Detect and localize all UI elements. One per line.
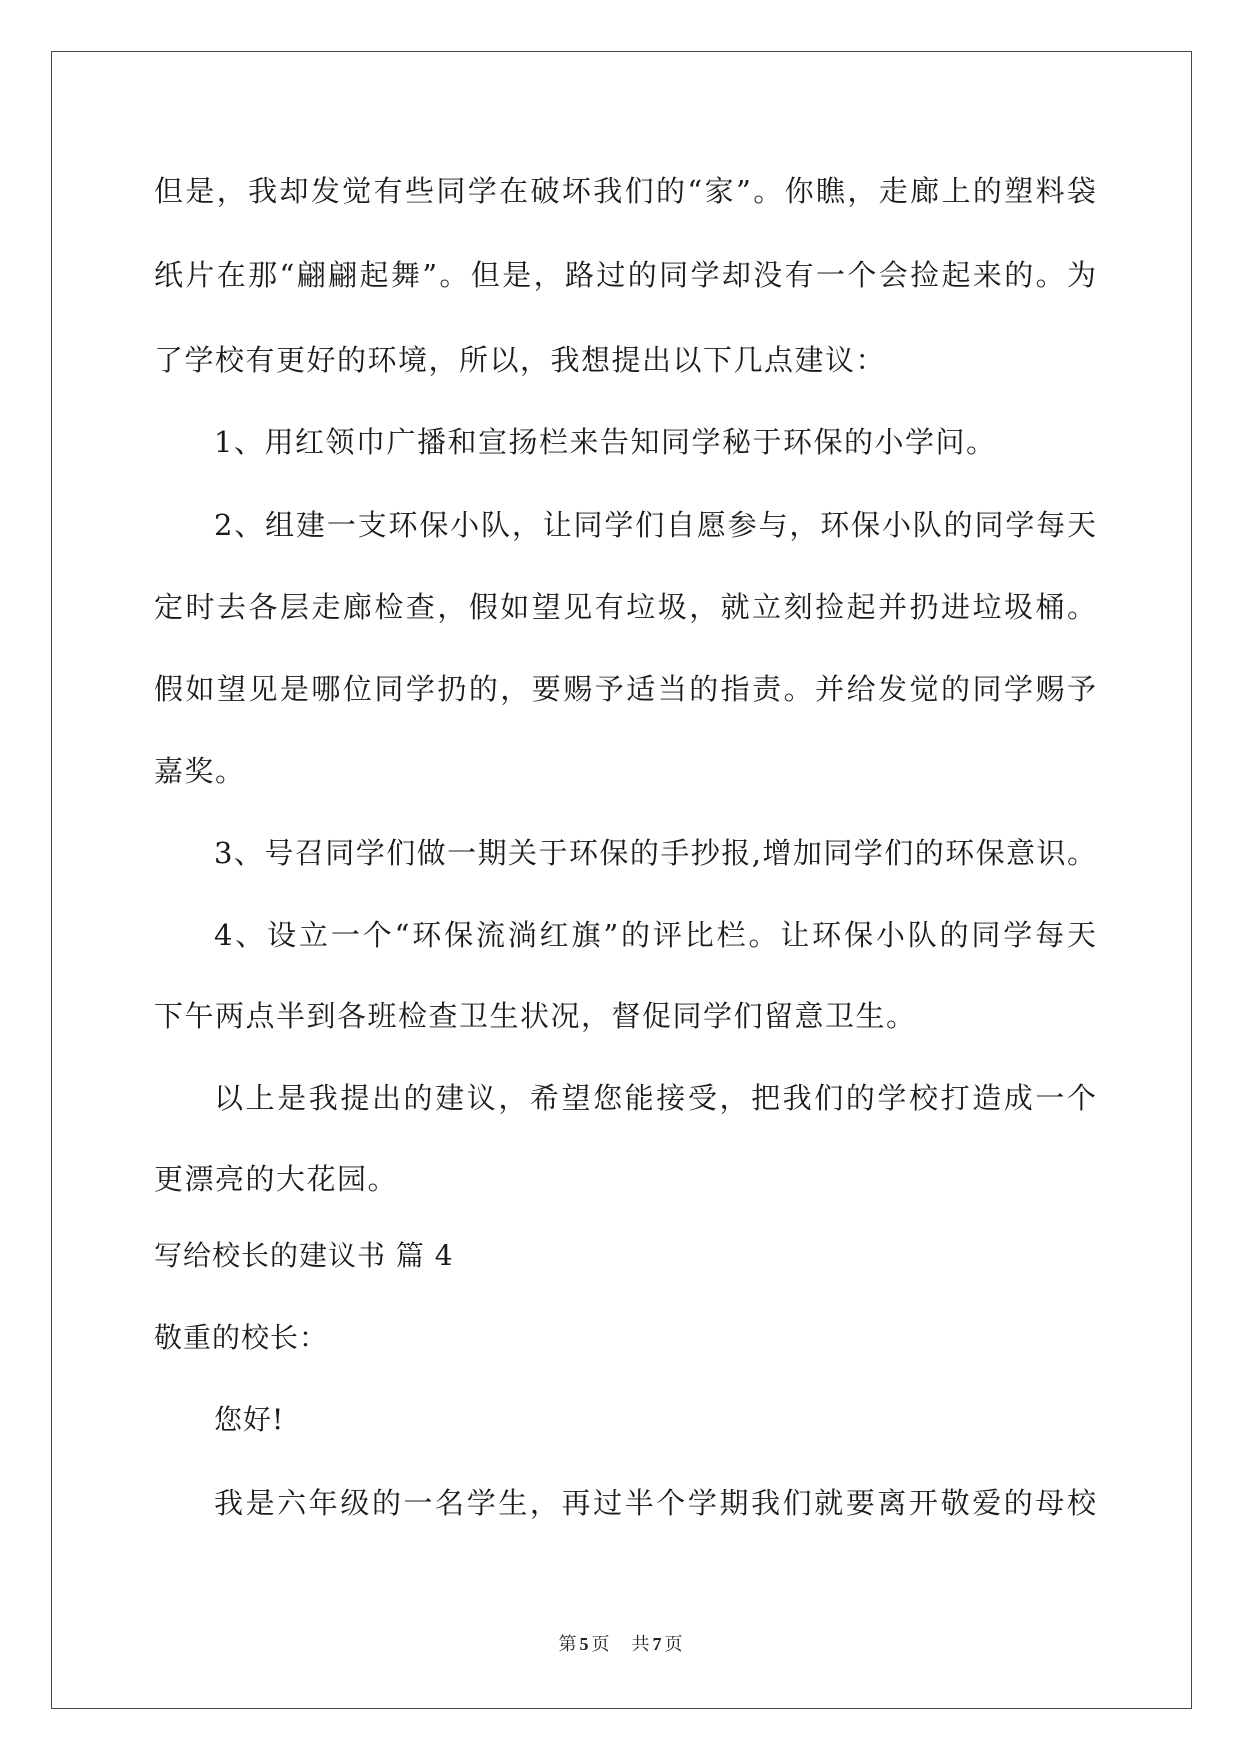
total-pages: 7 [652,1634,662,1654]
paragraph-line: 嘉奖。 [154,754,246,788]
suggestion-item-1: 1、用红领巾广播和宣扬栏来告知同学秘于环保的小学问。 [214,425,997,459]
total-label-prefix: 共 [631,1634,650,1655]
closing-paragraph: 以上是我提出的建议，希望您能接受，把我们的学校打造成一个 [214,1081,1096,1115]
paragraph-line: 纸片在那“翩翩起舞”。但是，路过的同学却没有一个会捡起来的。为 [154,258,1096,292]
paragraph-line: 更漂亮的大花园。 [154,1162,399,1196]
paragraph-line: 下午两点半到各班检查卫生状况，督促同学们留意卫生。 [154,999,917,1033]
suggestion-item-4: 4、设立一个“环保流淌红旗”的评比栏。让环保小队的同学每天 [214,918,1096,952]
salutation: 敬重的校长： [154,1321,329,1354]
page-border [51,51,1192,1709]
page-footer [0,1632,1241,1657]
page-label-prefix: 第 [558,1634,577,1655]
page-label-suffix: 页 [591,1634,610,1655]
suggestion-item-3: 3、号召同学们做一期关于环保的手抄报,增加同学们的环保意识。 [214,836,1096,870]
paragraph-line: 假如望见是哪位同学扔的，要赐予适当的指责。并给发觉的同学赐予 [154,672,1096,706]
paragraph-line: 定时去各层走廊检查，假如望见有垃圾，就立刻捡起并扔进垃圾桶。 [154,590,1096,624]
page-number: 5 [579,1634,589,1654]
total-label-suffix: 页 [664,1634,683,1655]
greeting: 您好! [214,1403,285,1436]
paragraph-line: 但是，我却发觉有些同学在破坏我们的“家”。你瞧，走廊上的塑料袋 [154,174,1096,208]
suggestion-item-2: 2、组建一支环保小队，让同学们自愿参与，环保小队的同学每天 [214,508,1096,542]
body-paragraph: 我是六年级的一名学生，再过半个学期我们就要离开敬爱的母校 [214,1486,1096,1520]
section-title: 写给校长的建议书 篇 4 [154,1239,454,1272]
paragraph-line: 了学校有更好的环境，所以，我想提出以下几点建议： [154,343,887,377]
